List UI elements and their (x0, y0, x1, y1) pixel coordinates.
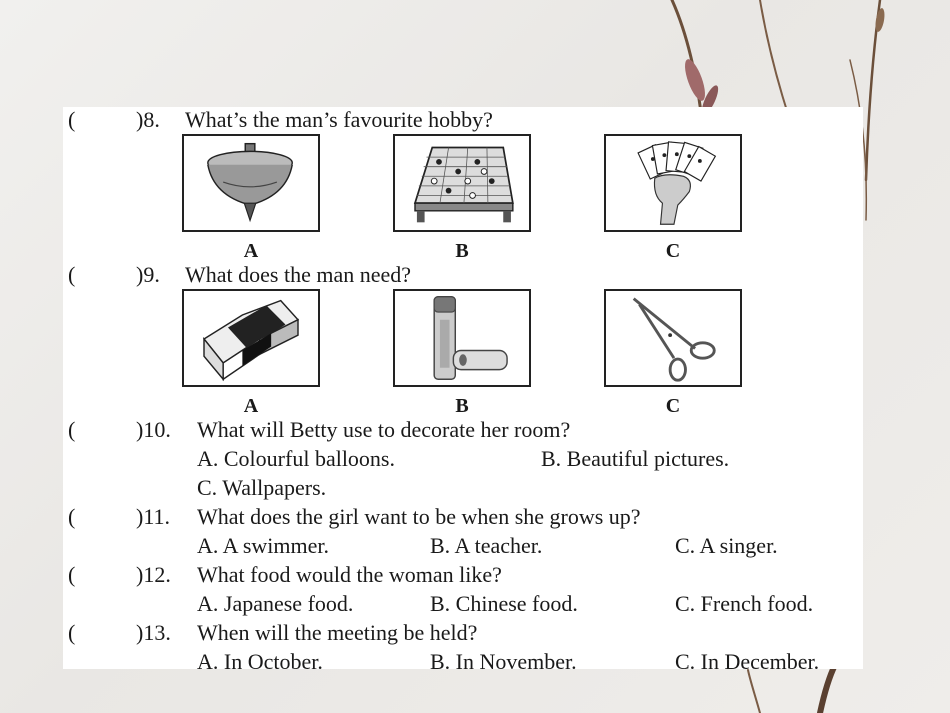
question-text: What does the girl want to be when she grows up? (197, 504, 641, 529)
answer-bracket[interactable]: ( (68, 504, 76, 529)
option-letter-c: C (665, 395, 681, 417)
question-number: )10. (136, 417, 171, 442)
question-text: What will Betty use to decorate her room? (197, 417, 571, 442)
option-b[interactable]: B. Beautiful pictures. (541, 446, 730, 471)
option-letter-b: B (455, 395, 469, 417)
answer-bracket[interactable]: ( (68, 417, 76, 442)
option-a[interactable]: A. A swimmer. (197, 533, 330, 558)
option-letter-b: B (455, 240, 469, 262)
option-letter-c: C (665, 240, 681, 262)
question-number: )11. (136, 504, 171, 529)
option-b[interactable]: B. In November. (430, 649, 577, 674)
question-text: What does the man need? (185, 262, 412, 287)
option-c[interactable]: C. French food. (675, 591, 814, 616)
option-picture-b[interactable] (393, 134, 531, 232)
option-b[interactable]: B. A teacher. (430, 533, 543, 558)
answer-bracket[interactable]: ( (68, 262, 76, 287)
scissors-icon (606, 291, 740, 385)
option-c[interactable]: C. A singer. (675, 533, 778, 558)
option-a[interactable]: A. Japanese food. (197, 591, 354, 616)
answer-bracket[interactable]: ( (68, 107, 76, 132)
chess-board-icon (395, 136, 529, 230)
option-letter-a: A (243, 240, 259, 262)
option-picture-c[interactable] (604, 289, 742, 387)
question-text: When will the meeting be held? (197, 620, 478, 645)
option-a[interactable]: A. In October. (197, 649, 323, 674)
question-text: What food would the woman like? (197, 562, 502, 587)
spinning-top-icon (184, 136, 318, 230)
playing-cards-icon (606, 136, 740, 230)
worksheet (63, 107, 863, 674)
glue-stick-icon (395, 291, 529, 385)
option-picture-b[interactable] (393, 289, 531, 387)
question-number: )9. (136, 262, 160, 287)
question-number: )12. (136, 562, 171, 587)
option-picture-a[interactable] (182, 289, 320, 387)
eraser-icon (184, 291, 318, 385)
option-picture-a[interactable] (182, 134, 320, 232)
option-c[interactable]: C. In December. (675, 649, 820, 674)
option-letter-a: A (243, 395, 259, 417)
option-c[interactable]: C. Wallpapers. (197, 475, 327, 500)
option-picture-c[interactable] (604, 134, 742, 232)
question-text: What’s the man’s favourite hobby? (185, 107, 493, 132)
answer-bracket[interactable]: ( (68, 620, 76, 645)
question-number: )13. (136, 620, 171, 645)
option-a[interactable]: A. Colourful balloons. (197, 446, 395, 471)
answer-bracket[interactable]: ( (68, 562, 76, 587)
question-number: )8. (136, 107, 160, 132)
option-b[interactable]: B. Chinese food. (430, 591, 578, 616)
